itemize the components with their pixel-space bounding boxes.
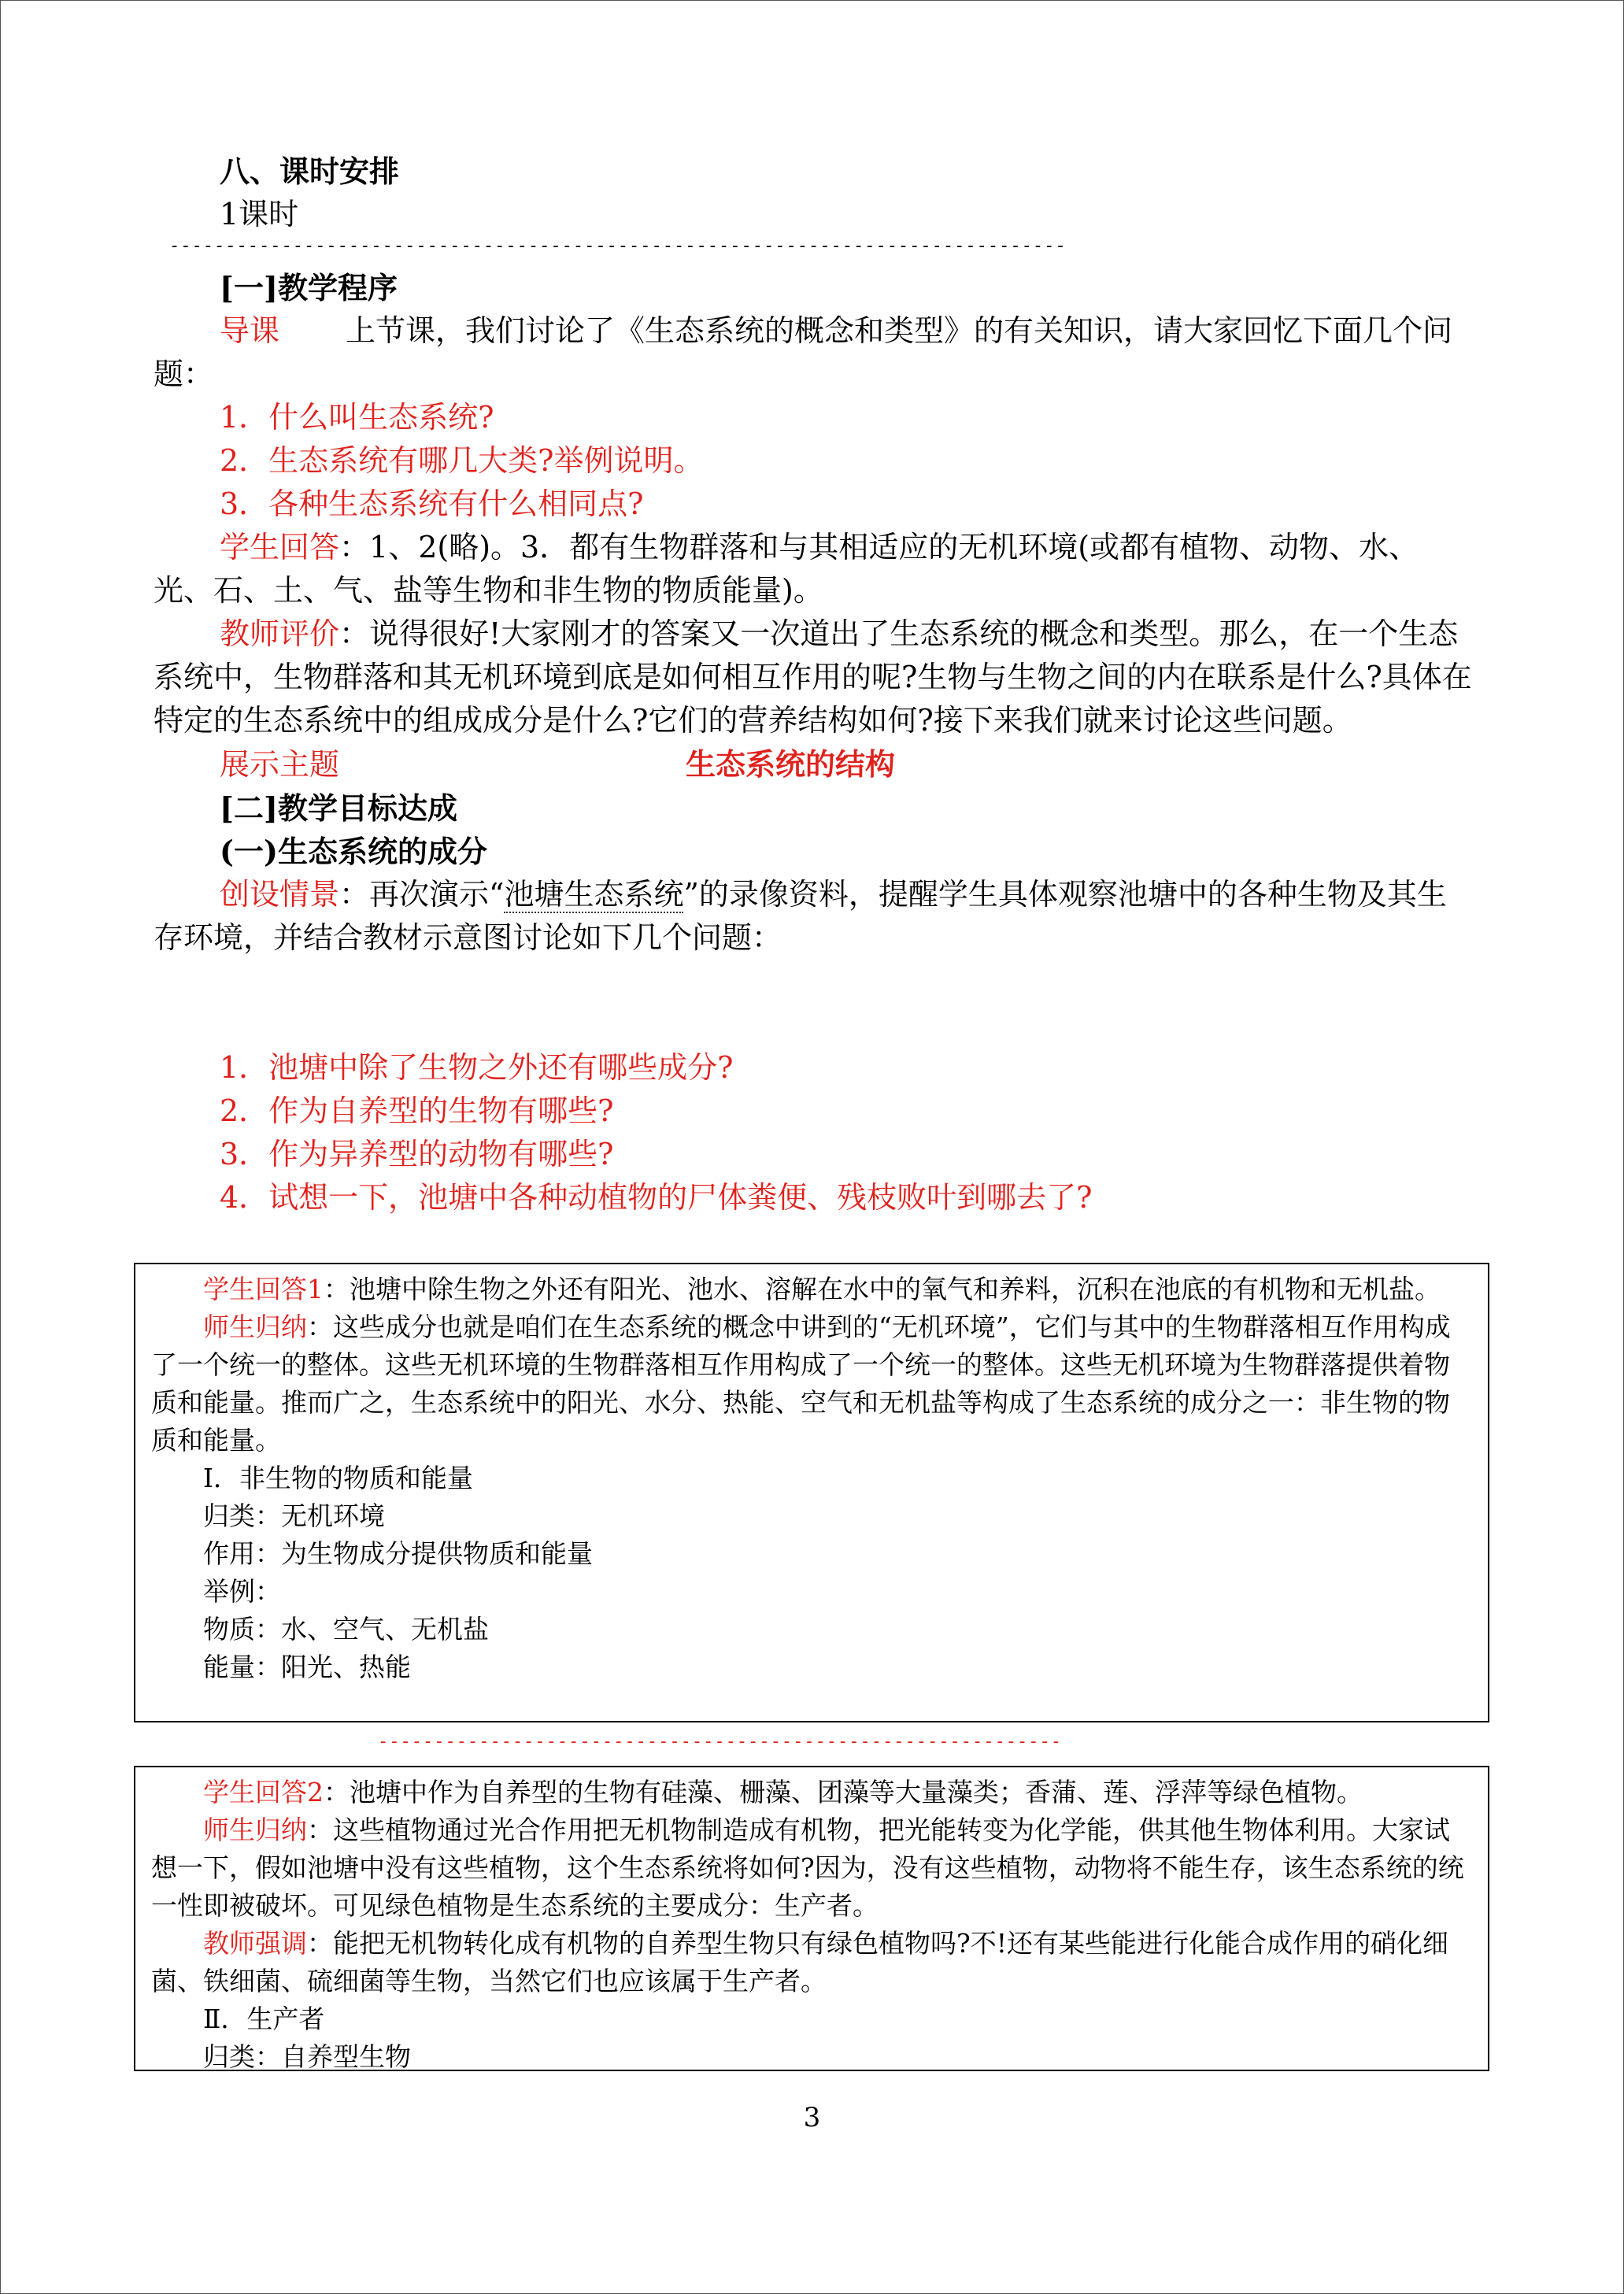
teacher-eval-text: ：说得很好!大家刚才的答案又一次道出了生态系统的概念和类型。那么，在一个生态系统中，生物群落和其无机环境到底是如何相互作用的呢?生物与生物之间的内在联系是什么?具体在特定的生态系统中的组成成分是什么?它们的营养结构如何?接下来我们就来讨论这些问题。 <box>154 616 1472 738</box>
answer-box-2 <box>134 1766 1489 2071</box>
box1-answer-label: 学生回答1 <box>203 1274 324 1304</box>
box1-summary-text: ：这些成分也就是咱们在生态系统的概念中讲到的“无机环境”，它们与其中的生物群落相互作用构成了一个统一的整体。这些无机环境的生物群落相互作用构成了一个统一的整体。这些无机环境为生物群落提供着物质和能量。推而广之，生态系统中的阳光、水分、热能、空气和无机盐等构成了生态系统的成分之一：非生物的物质和能量。 <box>151 1312 1451 1456</box>
intro-question: 2．生态系统有哪几大类?举例说明。 <box>220 443 704 478</box>
divider-dashes-red: ------------------------------------------------------------- <box>378 1732 1062 1752</box>
intro-question: 3．各种生态系统有什么相同点? <box>220 487 644 521</box>
pond-question: 3．作为异养型的动物有哪些? <box>220 1137 614 1171</box>
scenario-label: 创设情景 <box>220 877 340 912</box>
box2-summary <box>151 1811 1472 1925</box>
box1-answer-text: ：池塘中除生物之外还有阳光、池水、溶解在水中的氧气和养料，沉积在池底的有机物和无机盐。 <box>324 1274 1441 1304</box>
box1-line: 能量：阳光、热能 <box>203 1652 411 1682</box>
box2-summary-text: ：这些植物通过光合作用把无机物制造成有机物，把光能转变为化学能，供其他生物体利用。大家试想一下，假如池塘中没有这些植物，这个生态系统将如何?因为，没有这些植物，动物将不能生存，该生态系统的统一性即被破坏。可见绿色植物是生态系统的主要成分：生产者。 <box>151 1815 1464 1921</box>
box1-summary <box>151 1308 1472 1460</box>
intro-label: 导课 <box>220 313 280 348</box>
pond-question: 2．作为自养型的生物有哪些? <box>220 1093 614 1128</box>
student-answer-label: 学生回答 <box>220 530 340 564</box>
student-answer-paragraph <box>154 526 1476 612</box>
scenario-post: ”的录像资料，提醒学生具体观察池塘中的各种生物及其生存环境，并结合教材示意图讨论如下几个问题： <box>154 877 1447 955</box>
box1-answer <box>151 1271 1472 1308</box>
main-content <box>154 150 1476 1219</box>
goal-heading: [二]教学目标达成 <box>220 790 457 826</box>
intro-question: 1．什么叫生态系统? <box>220 400 494 435</box>
pond-question: 1．池塘中除了生物之外还有哪些成分? <box>220 1050 734 1085</box>
scenario-highlight: 池塘生态系统 <box>504 877 684 912</box>
box2-emphasis <box>151 1925 1472 2000</box>
scenario-paragraph <box>154 873 1476 960</box>
theme-title: 生态系统的结构 <box>686 746 896 782</box>
box1-line: 物质：水、空气、无机盐 <box>203 1614 489 1645</box>
student-answer-text: ：1、2(略)。3．都有生物群落和与其相适应的无机环境(或都有植物、动物、水、光、石、土、气、盐等生物和非生物的物质能量)。 <box>154 530 1419 608</box>
theme-label: 展示主题 <box>220 747 340 782</box>
box2-emph-label: 教师强调 <box>203 1928 307 1959</box>
class-hours: 1课时 <box>220 197 299 231</box>
scenario-pre: ：再次演示“ <box>339 877 505 912</box>
box2-summary-label: 师生归纳 <box>203 1815 307 1845</box>
intro-text: 上节课，我们讨论了《生态系统的概念和类型》的有关知识，请大家回忆下面几个问题： <box>154 313 1453 391</box>
teacher-eval-paragraph <box>154 612 1476 742</box>
teacher-eval-label: 教师评价 <box>220 616 340 651</box>
box2-answer-text: ：池塘中作为自养型的生物有硅藻、栅藻、团藻等大量藻类；香蒲、莲、浮萍等绿色植物。 <box>324 1777 1363 1807</box>
box2-line: Ⅱ．生产者 <box>203 2004 325 2034</box>
section-heading: 八、课时安排 <box>220 154 400 189</box>
box1-line: 举例： <box>203 1576 281 1607</box>
box2-answer-label: 学生回答2 <box>203 1777 324 1807</box>
intro-paragraph <box>154 309 1476 396</box>
box2-answer <box>151 1774 1472 1811</box>
sub-heading: (一)生态系统的成分 <box>220 834 487 869</box>
page-number: 3 <box>803 2102 821 2133</box>
box1-line: 归类：无机环境 <box>203 1500 385 1531</box>
theme-line <box>154 742 1476 786</box>
pond-question: 4．试想一下，池塘中各种动植物的尸体粪便、残枝败叶到哪去了? <box>220 1180 1093 1215</box>
program-heading: [一]教学程序 <box>220 270 398 305</box>
divider-dashes: -------------------------------------------------------------------------------- <box>169 236 1067 256</box>
box1-summary-label: 师生归纳 <box>203 1312 307 1342</box>
box2-line: 归类：自养型生物 <box>203 2041 411 2072</box>
box1-line: 作用：为生物成分提供物质和能量 <box>203 1538 593 1569</box>
box2-emph-text: ：能把无机物转化成有机物的自养型生物只有绿色植物吗?不!还有某些能进行化能合成作用的硝化细菌、铁细菌、硫细菌等生物，当然它们也应该属于生产者。 <box>151 1928 1448 1996</box>
answer-box-1 <box>134 1263 1489 1722</box>
box1-line: Ⅰ．非生物的物质和能量 <box>203 1463 474 1493</box>
